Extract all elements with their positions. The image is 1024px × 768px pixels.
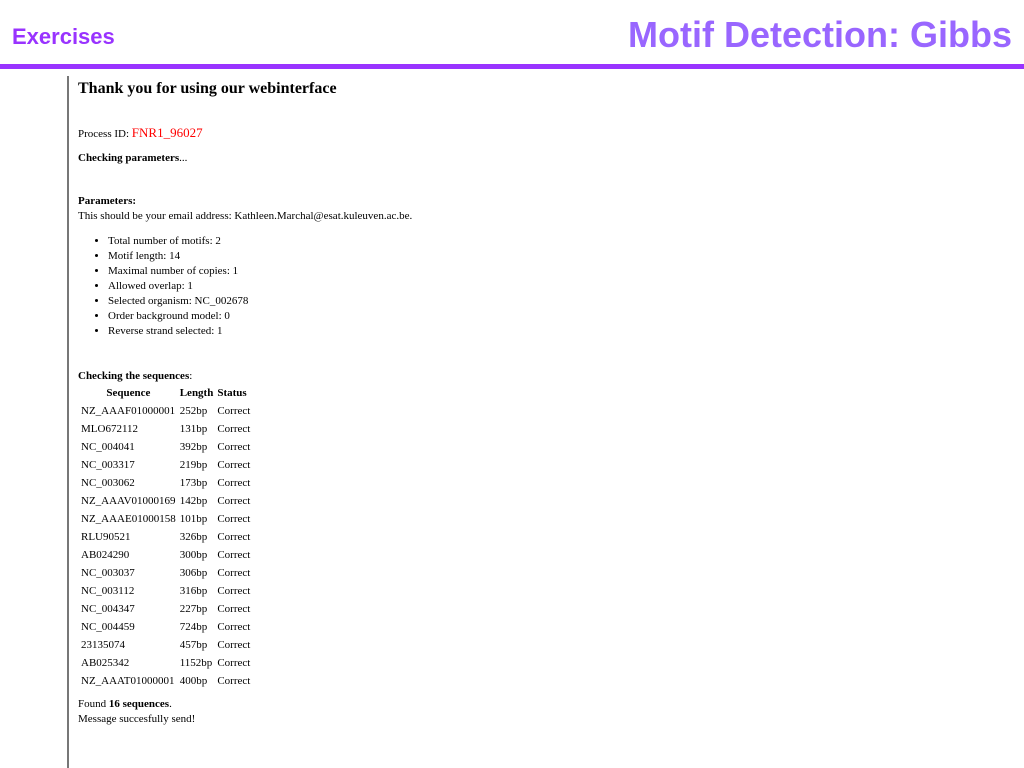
- found-line: Found 16 sequences.: [78, 698, 172, 710]
- status-cell: Correct: [217, 441, 251, 453]
- slide-header: [0, 0, 1024, 72]
- col-sequence-header: Sequence: [106, 387, 151, 399]
- length-cell: 400bp: [179, 675, 208, 687]
- status-cell: Correct: [217, 531, 251, 543]
- sequence-cell: NZ_AAAV01000169: [81, 495, 176, 507]
- table-row: [80, 546, 251, 564]
- list-item: • Reverse strand selected: 1: [108, 324, 978, 339]
- table-row: [80, 564, 251, 582]
- table-row: [80, 528, 251, 546]
- sequence-cell: NC_004347: [81, 603, 135, 615]
- table-row: [80, 420, 251, 438]
- length-cell: 306bp: [179, 567, 208, 579]
- status-cell: Correct: [217, 675, 251, 687]
- status-cell: Correct: [217, 639, 251, 651]
- table-row: [80, 402, 251, 420]
- table-row: [80, 618, 251, 636]
- list-item: • Motif length: 14: [108, 249, 978, 264]
- process-id-value: FNR1_96027: [131, 125, 203, 140]
- sequence-cell: NZ_AAAT01000001: [81, 675, 175, 687]
- length-cell: 457bp: [179, 639, 208, 651]
- length-cell: 326bp: [179, 531, 208, 543]
- sequence-cell: NZ_AAAE01000158: [81, 513, 176, 525]
- list-item: • Order background model: 0: [108, 309, 978, 324]
- sequence-cell: NC_003037: [81, 567, 135, 579]
- list-item: • Selected organism: NC_002678: [108, 294, 978, 309]
- status-cell: Correct: [217, 549, 251, 561]
- found-count: 16 sequences: [108, 698, 170, 710]
- header-divider: [0, 64, 1024, 69]
- table-row: [80, 654, 251, 672]
- length-cell: 724bp: [179, 621, 208, 633]
- checking-parameters-label: Checking parameters: [78, 152, 180, 164]
- status-cell: Correct: [217, 585, 251, 597]
- sequence-cell: NC_003317: [81, 459, 135, 471]
- checking-sequences-label: Checking the sequences: [78, 370, 190, 382]
- length-cell: 101bp: [179, 513, 208, 525]
- table-row: [80, 438, 251, 456]
- length-cell: 131bp: [179, 423, 208, 435]
- length-cell: 142bp: [179, 495, 208, 507]
- sequence-cell: RLU90521: [81, 531, 131, 543]
- list-item: • Allowed overlap: 1: [108, 279, 978, 294]
- parameters-heading: Parameters:: [78, 195, 137, 207]
- length-cell: 173bp: [179, 477, 208, 489]
- status-cell: Correct: [217, 405, 251, 417]
- table-row: [80, 600, 251, 618]
- list-item: • Maximal number of copies: 1: [108, 264, 978, 279]
- checking-parameters-suffix: ...: [179, 152, 188, 164]
- sequences-table-body: [80, 402, 251, 690]
- table-row: [80, 636, 251, 654]
- length-cell: 227bp: [179, 603, 208, 615]
- length-cell: 316bp: [179, 585, 208, 597]
- status-cell: Correct: [217, 459, 251, 471]
- status-cell: Correct: [217, 513, 251, 525]
- web-output-content: [78, 79, 978, 727]
- sequences-table: [78, 384, 253, 690]
- slide-title: Motif Detection: Gibbs: [628, 14, 1012, 55]
- col-length-header: Length: [179, 387, 214, 399]
- table-row: [80, 510, 251, 528]
- sequence-cell: NC_003112: [81, 585, 135, 597]
- sequence-cell: MLO672112: [81, 423, 139, 435]
- table-row: [80, 456, 251, 474]
- col-status-header: Status: [217, 387, 247, 399]
- process-id-line: [78, 125, 978, 142]
- length-cell: 252bp: [179, 405, 208, 417]
- checking-parameters-line: [78, 151, 978, 166]
- table-header-row: [80, 384, 251, 402]
- length-cell: 392bp: [179, 441, 208, 453]
- status-cell: Correct: [217, 621, 251, 633]
- sequence-cell: NC_004041: [81, 441, 135, 453]
- email-line: This should be your email address: Kathleen.Marchal@esat.kuleuven.ac.be.: [78, 210, 413, 222]
- left-margin-rule: [67, 76, 69, 768]
- summary: [78, 697, 978, 727]
- table-row: [80, 474, 251, 492]
- length-cell: 300bp: [179, 549, 208, 561]
- sequence-cell: NC_003062: [81, 477, 135, 489]
- section-title: Exercises: [12, 24, 115, 49]
- status-cell: Correct: [217, 495, 251, 507]
- length-cell: 1152bp: [179, 657, 213, 669]
- sequence-cell: AB025342: [81, 657, 130, 669]
- status-cell: Correct: [217, 477, 251, 489]
- status-cell: Correct: [217, 603, 251, 615]
- checking-sequences-line: Checking the sequences:: [78, 370, 193, 382]
- length-cell: 219bp: [179, 459, 208, 471]
- sequence-cell: AB024290: [81, 549, 130, 561]
- table-row: [80, 672, 251, 690]
- sequence-cell: 23135074: [81, 639, 125, 651]
- process-id-label: Process ID:: [78, 128, 130, 140]
- message-line: Message succesfully send!: [78, 713, 196, 725]
- sequence-cell: NZ_AAAF01000001: [81, 405, 176, 417]
- status-cell: Correct: [217, 423, 251, 435]
- page-heading: Thank you for using our webinterface: [78, 80, 337, 97]
- sequence-cell: NC_004459: [81, 621, 135, 633]
- status-cell: Correct: [217, 567, 251, 579]
- table-row: [80, 582, 251, 600]
- parameters-list: [78, 234, 978, 339]
- status-cell: Correct: [217, 657, 251, 669]
- table-row: [80, 492, 251, 510]
- list-item: • Total number of motifs: 2: [108, 234, 978, 249]
